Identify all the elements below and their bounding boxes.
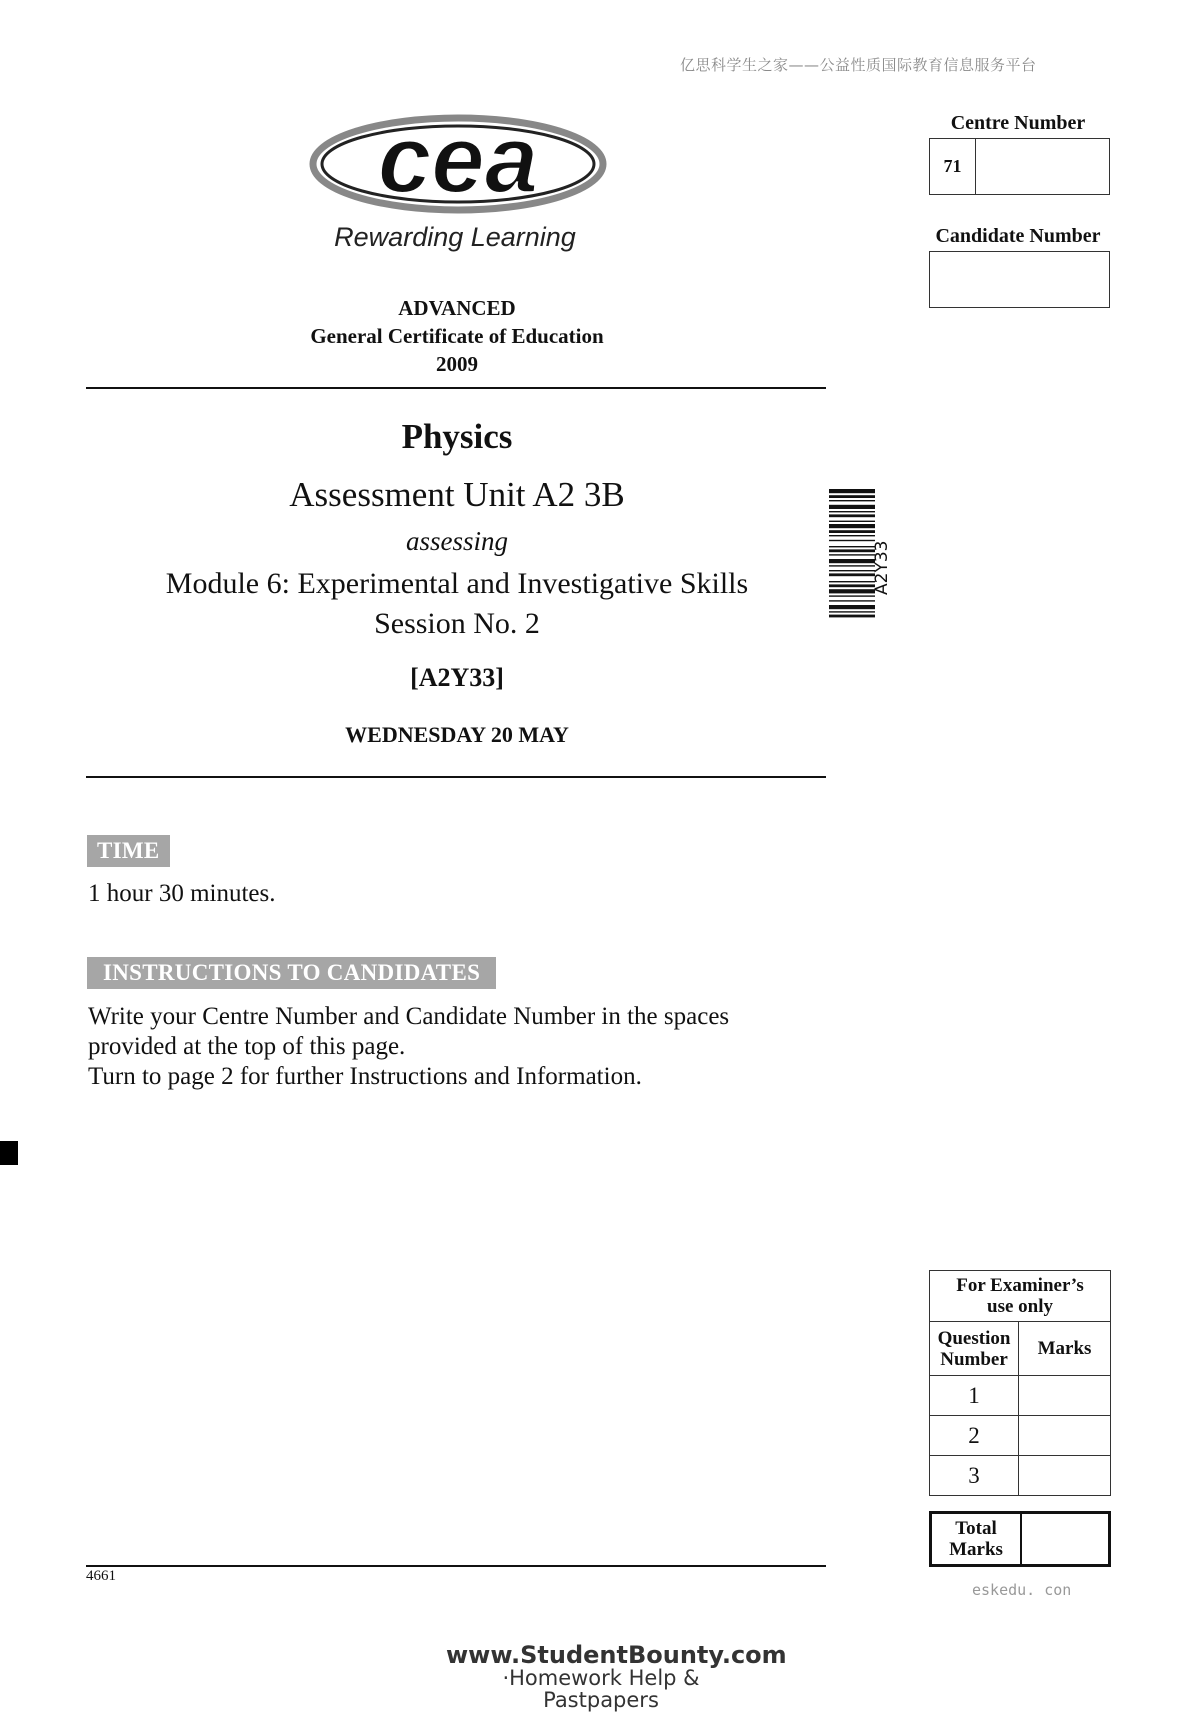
total-marks-box[interactable] <box>929 1511 1111 1567</box>
total-label-line: Marks <box>949 1539 1003 1560</box>
barcode-bar <box>829 570 875 571</box>
barcode-bar <box>829 565 875 566</box>
centre-number-prefix: 71 <box>930 139 976 194</box>
assessing-label: assessing <box>405 526 508 556</box>
examiner-heading-line: For Examiner’s <box>956 1275 1084 1296</box>
level: ADVANCED <box>398 296 516 320</box>
centre-number-field[interactable] <box>929 138 1110 195</box>
footer-rule <box>86 1565 826 1567</box>
examiner-heading <box>930 1271 1111 1322</box>
module-name: Module 6: Experimental and Investigative Skills <box>165 567 749 600</box>
barcode-bar <box>829 554 875 555</box>
top-watermark: 亿思科学生之家——公益性质国际教育信息服务平台 <box>680 56 1037 74</box>
barcode-bar <box>829 581 875 582</box>
total-label-line: Total <box>955 1518 997 1539</box>
session-number: Session No. 2 <box>374 607 540 640</box>
examiner-heading-line: use only <box>987 1296 1053 1317</box>
question-number-header <box>930 1322 1019 1376</box>
barcode-bar <box>829 559 875 563</box>
bottom-rule <box>86 776 826 778</box>
time-heading: TIME <box>87 835 170 867</box>
candidate-number-field[interactable] <box>929 251 1110 308</box>
barcode-bar <box>829 600 875 601</box>
paper-number: 4661 <box>86 1568 116 1584</box>
paper-code: [A2Y33] <box>410 663 504 692</box>
cea-logo <box>308 112 608 222</box>
exam-year: 2009 <box>436 352 478 376</box>
barcode-bar <box>829 505 875 509</box>
qualification-header <box>86 294 828 378</box>
qualification: General Certificate of Education <box>310 324 604 348</box>
question-header-line: Question <box>937 1327 1011 1349</box>
subject-title <box>86 417 828 457</box>
barcode-bar <box>829 611 875 612</box>
instruction-line: Write your Centre Number and Candidate Number in the spaces <box>88 1003 730 1030</box>
candidate-number-label: Candidate Number <box>935 225 1101 247</box>
footer-watermark-url: www.StudentBounty.com <box>446 1641 787 1669</box>
marks-cell[interactable] <box>1019 1456 1111 1496</box>
barcode-bar <box>829 589 875 593</box>
logo-wordmark: cea <box>377 112 539 213</box>
question-header-line: Number <box>940 1348 1008 1370</box>
barcode-bar <box>829 595 875 596</box>
barcode-bar <box>829 605 875 609</box>
examiner-marks-table <box>929 1270 1111 1496</box>
site-watermark: eskedu. con <box>972 1581 1072 1599</box>
registration-mark <box>0 1141 18 1165</box>
total-marks-label <box>932 1514 1022 1564</box>
instruction-line: Turn to page 2 for further Instructions and Information. <box>88 1063 642 1090</box>
barcode <box>829 489 875 685</box>
barcode-text: A2Y33 <box>872 540 892 595</box>
exam-date: WEDNESDAY 20 MAY <box>345 722 569 747</box>
subject: Physics <box>401 417 513 456</box>
barcode-bar <box>829 573 875 576</box>
marks-cell[interactable] <box>1019 1376 1111 1416</box>
barcode-bar <box>829 530 875 533</box>
top-rule <box>86 387 826 389</box>
barcode-bar <box>829 511 875 512</box>
assessment-unit: Assessment Unit A2 3B <box>289 475 625 514</box>
question-number-cell: 3 <box>930 1456 1019 1496</box>
barcode-bar <box>829 535 875 536</box>
barcode-bar <box>829 615 875 618</box>
instructions-heading: INSTRUCTIONS TO CANDIDATES <box>87 957 496 989</box>
question-number-cell: 2 <box>930 1416 1019 1456</box>
barcode-bar <box>829 495 875 498</box>
marks-cell[interactable] <box>1019 1416 1111 1456</box>
footer-watermark <box>446 1641 787 1712</box>
barcode-bar <box>829 549 875 552</box>
question-number-cell: 1 <box>930 1376 1019 1416</box>
footer-watermark-tagline: ·Homework Help & Pastpapers <box>502 1666 700 1712</box>
barcode-bar <box>829 584 875 587</box>
barcode-bar <box>829 521 875 522</box>
barcode-bar <box>829 540 875 541</box>
instruction-line: provided at the top of this page. <box>88 1033 406 1060</box>
marks-header: Marks <box>1019 1322 1111 1376</box>
instructions-text <box>88 1002 828 1092</box>
barcode-bar <box>829 514 875 517</box>
centre-number-label: Centre Number <box>950 112 1086 134</box>
barcode-bar <box>829 524 875 528</box>
barcode-bar <box>829 489 875 493</box>
logo-tagline: Rewarding Learning <box>334 222 576 252</box>
barcode-bar <box>829 500 875 501</box>
barcode-bar <box>829 546 875 547</box>
time-value: 1 hour 30 minutes. <box>88 880 276 907</box>
